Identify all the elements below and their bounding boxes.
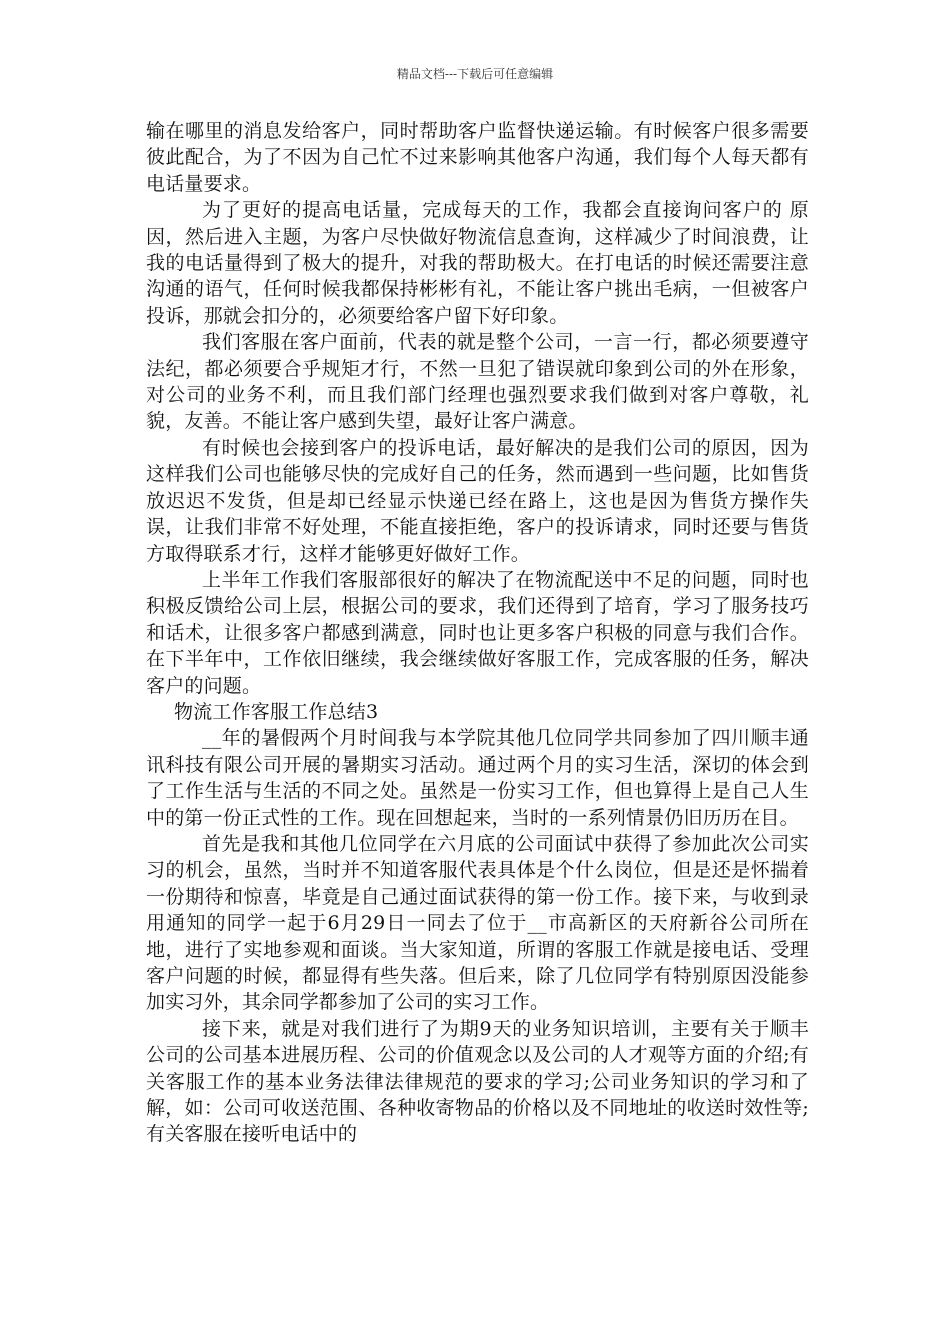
section-heading: 物流工作客服工作总结3 [174,700,379,723]
paragraph: __年的暑假两个月时间我与本学院其他几位同学共同参加了四川顺丰通讯科技有限公司开展的暑期实习活动。通过两个月的实习生活，深切的体会到了工作生活与生活的不同之处。虽然是一份实习工作，但也算得上是自己人生中的第一份正式性的工作。现在回想起来，当时的一系列情景仍旧历历在目。 [146,727,809,829]
paragraph: 上半年工作我们客服部很好的解决了在物流配送中不足的问题，同时也积极反馈给公司上层，根据公司的要求，我们还得到了培育，学习了服务技巧和话术，让很多客户都感到满意，同时也让更多客户积极的同意与我们合作。在下半年中，工作依旧继续，我会继续做好客服工作，完成客服的任务，解决客户的问题。 [146,568,809,697]
paragraph: 首先是我和其他几位同学在六月底的公司面试中获得了参加此次公司实习的机会，虽然，当时并不知道客服代表具体是个什么岗位，但是还是怀揣着一份期待和惊喜，毕竟是自己通过面试获得的第一份工作。接下来，与收到录用通知的同学一起于6月29日一同去了位于__市高新区的天府新谷公司所在地，进行了实地参观和面谈。当大家知道，所谓的客服工作就是接电话、受理客户问题的时候，都显得有些失落。但后来，除了几位同学有特别原因没能参加实习外，其余同学都参加了公司的实习工作。 [146,832,809,1014]
document-body [146,118,809,1148]
paragraph: 有时候也会接到客户的投诉电话，最好解决的是我们公司的原因，因为这样我们公司也能够尽快的完成好自己的任务，然而遇到一些问题，比如售货放迟迟不发货，但是却已经显示快递已经在路上，这也是因为售货方操作失误，让我们非常不好处理，不能直接拒绝，客户的投诉请求，同时还要与售货方取得联系才行，这样才能够更好做好工作。 [146,436,809,565]
paragraph: 输在哪里的消息发给客户，同时帮助客户监督快递运输。有时候客户很多需要彼此配合，为了不因为自己忙不过来影响其他客户沟通，我们每个人每天都有电话量要求。 [146,120,809,195]
page-header: 精品文档---下载后可任意编辑 [396,67,554,81]
paragraph: 接下来，就是对我们进行了为期9天的业务知识培训，主要有关于顺丰公司的公司基本进展历程、公司的价值观念以及公司的人才观等方面的介绍;有关客服工作的基本业务法律法律规范的要求的学习;公司业务知识的学习和了解，如：公司可收送范围、各种收寄物品的价格以及不同地址的收送时效性等;有关客服在接听电话中的 [146,1017,809,1146]
paragraph: 我们客服在客户面前，代表的就是整个公司，一言一行，都必须要遵守法纪，都必须要合乎规矩才行，不然一旦犯了错误就印象到公司的外在形象，对公司的业务不利，而且我们部门经理也强烈要求我们做到对客户尊敬，礼貌，友善。不能让客户感到失望，最好让客户满意。 [146,331,809,433]
paragraph: 为了更好的提高电话量，完成每天的工作，我都会直接询问客户的 原因，然后进入主题，为客户尽快做好物流信息查询，这样减少了时间浪费，让我的电话量得到了极大的提升，对我的帮助极大。在打电话的时候还需要注意沟通的语气，任何时候我都保持彬彬有礼，不能让客户挑出毛病，一但被客户投诉，那就会扣分的，必须要给客户留下好印象。 [146,199,809,327]
